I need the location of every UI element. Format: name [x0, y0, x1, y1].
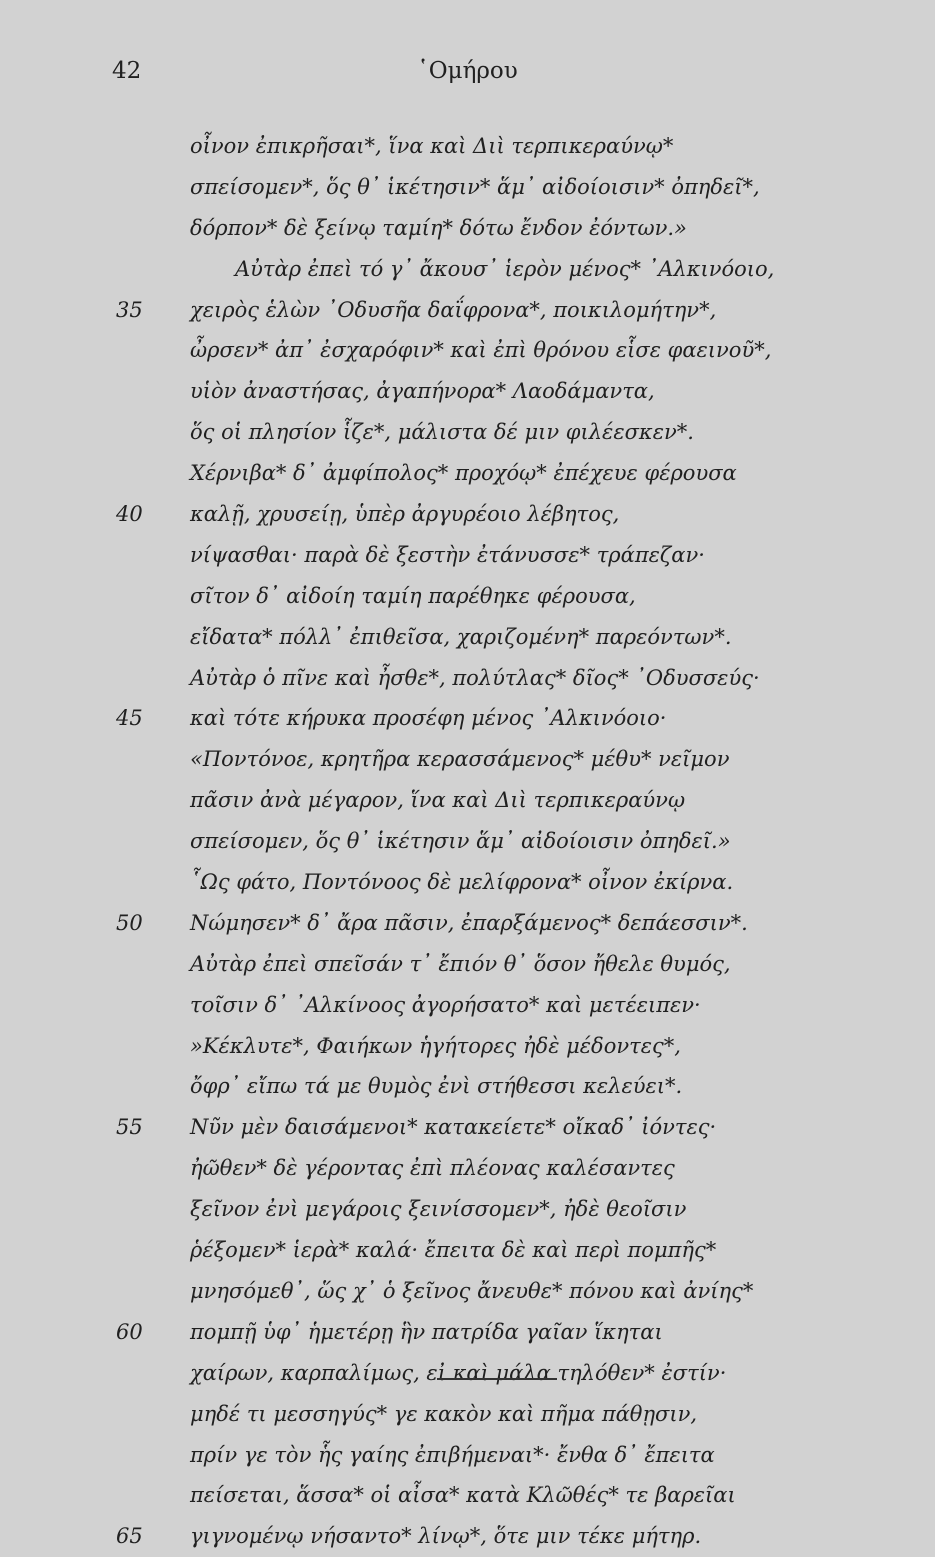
verse-text: ὄφρ᾿ εἴπω τά με θυμὸς ἐνὶ στήθεσσι κελεύει*.: [190, 1074, 683, 1099]
line-number: 55: [116, 1115, 143, 1140]
line-number: 60: [116, 1319, 143, 1344]
verse-text: Νῦν μὲν δαισάμενοι* κατακείετε* οἴκαδ᾿ ἰόντες·: [190, 1115, 717, 1140]
verse-line: [0, 617, 935, 658]
verse-line: [0, 1312, 935, 1353]
verse-text: ῥέξομεν* ἱερὰ* καλά· ἔπειτα δὲ καὶ περὶ πομπῆς*: [190, 1238, 717, 1263]
verse-line: [0, 1475, 935, 1516]
verse-line: [0, 985, 935, 1026]
verse-text: πᾶσιν ἀνὰ μέγαρον, ἵνα καὶ Διὶ τερπικεραύνῳ: [190, 788, 686, 813]
verse-line: [0, 1066, 935, 1107]
verse-text: οἶνον ἐπικρῆσαι*, ἵνα καὶ Διὶ τερπικεραύνῳ*: [190, 134, 674, 158]
verse-line: [0, 453, 935, 494]
verse-line: [0, 1148, 935, 1189]
verse-text: πρίν γε τὸν ἧς γαίης ἐπιβήμεναι*· ἔνθα δ᾿ ἔπειτα: [190, 1442, 715, 1467]
verse-text: δόρπον* δὲ ξείνῳ ταμίη* δότω ἔνδον ἐόντων.»: [190, 215, 687, 240]
verse-text: πομπῇ ὑφ᾿ ἡμετέρῃ ἣν πατρίδα γαῖαν ἵκηται: [190, 1319, 663, 1344]
verse-line: [0, 821, 935, 862]
verse-text: πείσεται, ἅσσα* οἱ αἶσα* κατὰ Κλῶθές* τε βαρεῖαι: [190, 1483, 736, 1508]
verse-line: [0, 1516, 935, 1557]
verse-line: [0, 249, 935, 290]
verse-line: [0, 1107, 935, 1148]
line-number: 35: [116, 297, 143, 322]
verse-line: [0, 903, 935, 944]
verse-line: [0, 330, 935, 371]
verse-line: [0, 494, 935, 535]
verse-text: Χέρνιβα* δ᾿ ἀμφίπολος* προχόῳ* ἐπέχευε φέρουσα: [190, 461, 737, 486]
verse-text: ὦρσεν* ἀπ᾿ ἐσχαρόφιν* καὶ ἐπὶ θρόνου εἷσε φαεινοῦ*,: [190, 338, 772, 363]
line-number: 40: [116, 502, 143, 527]
verse-text: μηδέ τι μεσσηγύς* γε κακὸν καὶ πῆμα πάθῃσιν,: [190, 1401, 698, 1426]
verse-line: [0, 1230, 935, 1271]
verse-text: σπείσομεν, ὅς θ᾿ ἱκέτησιν ἅμ᾿ αἰδοίοισιν ὀπηδεῖ.»: [190, 829, 731, 854]
verse-text: σῖτον δ᾿ αἰδοίη ταμίη παρέθηκε φέρουσα,: [190, 583, 636, 608]
verse-line: [0, 1189, 935, 1230]
verse-line: [0, 1271, 935, 1312]
verse-line: [0, 371, 935, 412]
verse-line: [0, 944, 935, 985]
verse-text: Αὐτὰρ ὁ πῖνε καὶ ἦσθε*, πολύτλας* δῖος* ᾿Οδυσσεύς·: [190, 665, 760, 690]
verse-line: [0, 658, 935, 699]
verse-text: ῟Ως φάτο, Ποντόνοος δὲ μελίφρονα* οἶνον ἐκίρνα.: [190, 870, 734, 895]
verse-text: Αὐτὰρ ἐπεὶ σπεῖσάν τ᾿ ἔπιόν θ᾿ ὅσον ἤθελε θυμός,: [190, 951, 731, 976]
verse-text: μνησόμεθ᾿, ὥς χ᾿ ὁ ξεῖνος ἄνευθε* πόνου καὶ ἀνίης*: [190, 1278, 754, 1303]
verse-line: [0, 862, 935, 903]
verse-line: [0, 1394, 935, 1435]
verse-text: χαίρων, καρπαλίμως, εἰ καὶ μάλα τηλόθεν* ἐστίν·: [190, 1360, 727, 1385]
verse-text: ἠῶθεν* δὲ γέροντας ἐπὶ πλέονας καλέσαντες: [190, 1156, 675, 1181]
verse-line: [0, 412, 935, 453]
verse-text: Αὐτὰρ ἐπεὶ τό γ᾿ ἄκουσ᾿ ἱερὸν μένος* ᾿Αλκινόοιο,: [235, 256, 775, 281]
end-rule: [437, 1378, 557, 1380]
verse-line: [0, 208, 935, 249]
verse-text: ὅς οἱ πλησίον ἷζε*, μάλιστα δέ μιν φιλέεσκεν*.: [190, 420, 694, 445]
verse-text: καὶ τότε κήρυκα προσέφη μένος ᾿Αλκινόοιο·: [190, 706, 667, 731]
verse-text: Νώμησεν* δ᾿ ἄρα πᾶσιν, ἐπαρξάμενος* δεπάεσσιν*.: [190, 910, 748, 935]
verse-text: «Ποντόνοε, κρητῆρα κερασσάμενος* μέθυ* νεῖμον: [190, 747, 730, 772]
verse-line: [0, 576, 935, 617]
verse-line: [0, 290, 935, 331]
verse-text: γιγνομένῳ νήσαντο* λίνῳ*, ὅτε μιν τέκε μήτηρ.: [190, 1524, 702, 1549]
verse-text: ξεῖνον ἐνὶ μεγάροις ξεινίσσομεν*, ἠδὲ θεοῖσιν: [190, 1197, 687, 1222]
verse-line: [0, 126, 935, 167]
running-title: ῾Ομήρου: [417, 58, 518, 84]
verse-line: [0, 1026, 935, 1067]
verse-line: [0, 780, 935, 821]
verse-line: [0, 535, 935, 576]
page-number: 42: [112, 58, 142, 84]
line-number: 65: [116, 1524, 143, 1549]
verse-line: [0, 167, 935, 208]
verse-text: υἱὸν ἀναστήσας, ἀγαπήνορα* Λαοδάμαντα,: [190, 379, 655, 404]
verse-text: τοῖσιν δ᾿ ᾿Αλκίνοος ἀγορήσατο* καὶ μετέειπεν·: [190, 992, 701, 1017]
verse-line: [0, 698, 935, 739]
verse-text: χειρὸς ἑλὼν ᾿Οδυσῆα δαΐφρονα*, ποικιλομήτην*,: [190, 297, 717, 322]
verse-line: [0, 739, 935, 780]
verse-text: εἴδατα* πόλλ᾿ ἐπιθεῖσα, χαριζομένη* παρεόντων*.: [190, 624, 732, 649]
line-number: 50: [116, 910, 143, 935]
verse-text: σπείσομεν*, ὅς θ᾿ ἱκέτησιν* ἅμ᾿ αἰδοίοισιν* ὀπηδεῖ*,: [190, 174, 760, 199]
verse-text: νίψασθαι· παρὰ δὲ ξεστὴν ἐτάνυσσε* τράπεζαν·: [190, 542, 705, 567]
verse-text: »Κέκλυτε*, Φαιήκων ἡγήτορες ἠδὲ μέδοντες*,: [190, 1033, 681, 1058]
verse-block: [0, 126, 935, 1557]
verse-text: καλῇ, χρυσείῃ, ὑπὲρ ἀργυρέοιο λέβητος,: [190, 502, 620, 527]
verse-line: [0, 1435, 935, 1476]
line-number: 45: [116, 706, 143, 731]
verse-line: [0, 1353, 935, 1394]
